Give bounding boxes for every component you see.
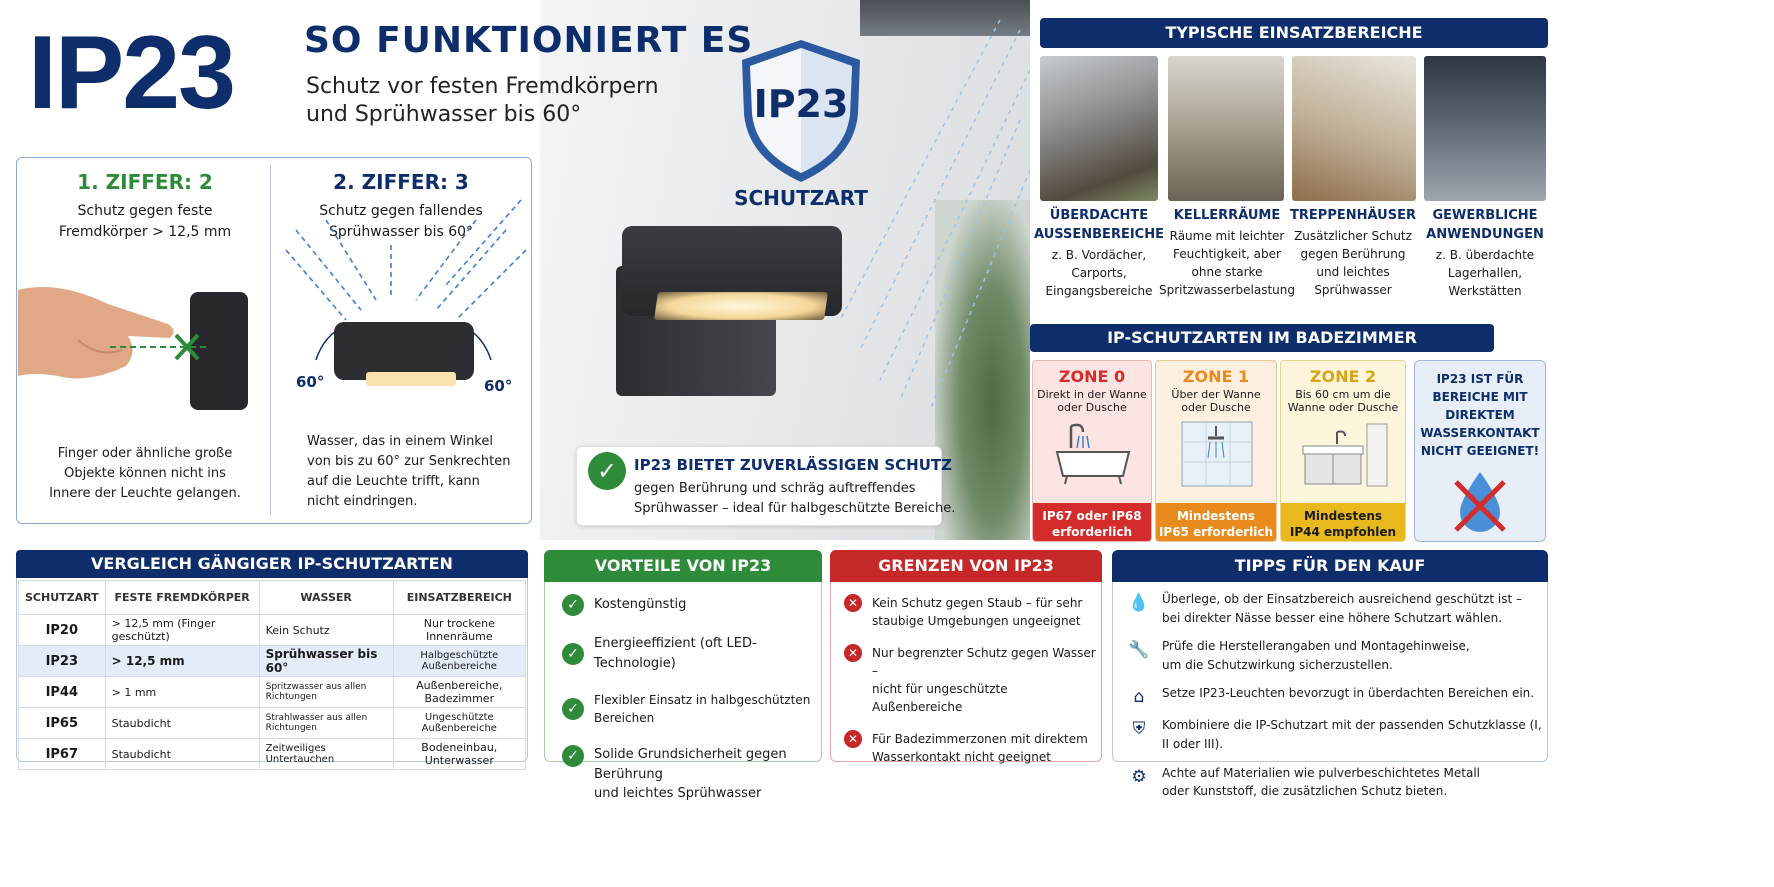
tip-item xyxy=(1128,716,1544,753)
zone1-desc1: Über der Wanne xyxy=(1171,388,1261,401)
digit2-title: 2. ZIFFER: 3 xyxy=(333,170,469,194)
wall-lamp xyxy=(616,226,842,396)
area3-desc2: gegen Berührung xyxy=(1300,247,1406,261)
angle-right-label: 60° xyxy=(484,377,513,395)
con-item xyxy=(844,594,1098,630)
photo-warehouse xyxy=(1424,56,1546,201)
digit2-line1: Schutz gegen fallendes xyxy=(319,203,483,219)
check-icon: ✓ xyxy=(562,643,584,665)
con-text: Kein Schutz gegen Staub – für sehr xyxy=(872,596,1083,610)
check-icon: ✓ xyxy=(588,452,626,490)
cell-rating: IP23 xyxy=(19,646,106,677)
cell-water: Sprühwasser bis 60° xyxy=(259,646,393,677)
area4-title1: GEWERBLICHE xyxy=(1432,208,1538,223)
cell-rating: IP44 xyxy=(19,677,106,708)
pro-item xyxy=(562,634,818,673)
page-title: IP23 xyxy=(28,15,234,131)
tip-text: bei direkter Nässe besser eine höhere Schutzart wählen. xyxy=(1162,610,1503,625)
cons-list xyxy=(844,594,1098,784)
wrench-icon: 🔧 xyxy=(1128,640,1150,661)
areas-heading: TYPISCHE EINSATZBEREICHE xyxy=(1040,18,1548,48)
cons-heading: GRENZEN VON IP23 xyxy=(830,550,1102,582)
compare-heading: VERGLEICH GÄNGIGER IP-SCHUTZARTEN xyxy=(16,550,528,578)
warn-line3: DIREKTEM xyxy=(1445,408,1515,422)
zone1-foot1: Mindestens xyxy=(1176,509,1256,523)
zone0-title: ZONE 0 xyxy=(1058,367,1126,386)
warn-line4: WASSERKONTAKT xyxy=(1420,426,1540,440)
digit1-note-line2: Objekte können nicht ins xyxy=(64,466,226,481)
tip-text: um die Schutzwirkung sicherzustellen. xyxy=(1162,657,1393,672)
zone2-desc2: Wanne oder Dusche xyxy=(1287,401,1399,414)
table-row xyxy=(19,708,526,739)
cell-water: Strahlwasser aus allen Richtungen xyxy=(259,708,393,739)
tips-heading: TIPPS FÜR DEN KAUF xyxy=(1112,550,1548,582)
zone1-foot2: IP65 erforderlich xyxy=(1158,525,1274,539)
callout-line1: gegen Berührung und schräg auftreffendes xyxy=(634,481,916,496)
cell-rating: IP65 xyxy=(19,708,106,739)
cell-usage: Bodeneinbau, Unterwasser xyxy=(393,739,525,770)
area3-desc4: Sprühwasser xyxy=(1314,283,1392,297)
tip-text: oder Kunststoff, die zusätzlichen Schutz bieten. xyxy=(1162,784,1448,799)
area2-title1: KELLERRÄUME xyxy=(1173,208,1281,223)
pro-text: Energieeffizient (oft LED-Technologie) xyxy=(594,636,757,671)
cell-solids: Staubdicht xyxy=(105,739,259,770)
tip-item xyxy=(1128,637,1544,674)
tip-text: Prüfe die Herstellerangaben und Montagehinweise, xyxy=(1162,639,1470,654)
digit2-note-line1: Wasser, das in einem Winkel xyxy=(307,434,493,449)
cell-water: Zeitweiliges Untertauchen xyxy=(259,739,393,770)
digit1-note-line3: Innere der Leuchte gelangen. xyxy=(49,486,241,501)
cell-usage: Außenbereiche, Badezimmer xyxy=(393,677,525,708)
x-icon: ✕ xyxy=(844,730,862,748)
pro-item xyxy=(562,691,818,727)
photo-covered-outdoor xyxy=(1040,56,1158,201)
cell-usage: Ungeschützte Außenbereiche xyxy=(393,708,525,739)
tip-text: Überlege, ob der Einsatzbereich ausreichend geschützt ist – xyxy=(1162,592,1523,606)
zone0-foot2: erforderlich xyxy=(1052,525,1132,539)
cell-usage: Halbgeschützte Außenbereiche xyxy=(393,646,525,677)
area4-title2: ANWENDUNGEN xyxy=(1426,227,1544,242)
header-desc-line1: Schutz vor festen Fremdkörpern xyxy=(306,74,659,99)
no-water-icon xyxy=(1450,468,1510,534)
cell-solids: > 1 mm xyxy=(105,677,259,708)
zone1-card xyxy=(1155,360,1277,542)
table-row-highlighted xyxy=(19,646,526,677)
tip-text: Kombiniere die IP-Schutzart mit der passenden Schutzklasse (I, II oder III). xyxy=(1162,718,1542,751)
callout-title: IP23 BIETET ZUVERLÄSSIGEN SCHUTZ xyxy=(634,456,952,474)
col-water: WASSER xyxy=(259,581,393,615)
check-icon: ✓ xyxy=(562,745,584,767)
zone2-title: ZONE 2 xyxy=(1309,367,1377,386)
area4-desc3: Werkstätten xyxy=(1448,284,1522,298)
zone2-foot1: Mindestens xyxy=(1303,509,1383,523)
area1-desc1: z. B. Vordächer, xyxy=(1051,248,1147,262)
tip-item xyxy=(1128,764,1544,801)
digit2-note-line4: nicht eindringen. xyxy=(307,494,418,509)
area4-desc2: Lagerhallen, xyxy=(1447,266,1523,280)
compare-table xyxy=(18,580,526,770)
pros-heading: VORTEILE VON IP23 xyxy=(544,550,822,582)
photo-staircase xyxy=(1292,56,1416,201)
finger-illustration xyxy=(18,280,258,420)
table-row xyxy=(19,677,526,708)
page-subtitle: SO FUNKTIONIERT ES xyxy=(304,20,754,61)
cell-solids: > 12,5 mm (Finger geschützt) xyxy=(105,615,259,646)
warn-line1: IP23 IST FÜR xyxy=(1436,372,1524,386)
check-icon: ✓ xyxy=(562,698,584,720)
table-row xyxy=(19,739,526,770)
header-desc-line2: und Sprühwasser bis 60° xyxy=(306,102,582,127)
zone1-desc2: oder Dusche xyxy=(1181,401,1251,414)
tip-item xyxy=(1128,590,1544,627)
tips-list xyxy=(1128,590,1544,811)
tip-item xyxy=(1128,684,1544,706)
area1-title2: AUSSENBEREICHE xyxy=(1034,227,1164,242)
digit1-line1: Schutz gegen feste xyxy=(77,203,213,219)
pro-item xyxy=(562,745,818,804)
cell-rating: IP20 xyxy=(19,615,106,646)
area2-desc1: Räume mit leichter xyxy=(1169,229,1285,243)
photo-basement xyxy=(1168,56,1284,201)
area3-title1: TREPPENHÄUSER xyxy=(1290,208,1416,223)
zone0-desc2: oder Dusche xyxy=(1057,401,1127,414)
tip-text: Achte auf Materialien wie pulverbeschichtetes Metall xyxy=(1162,765,1481,780)
angle-left-label: 60° xyxy=(296,373,325,391)
zone0-foot1: IP67 oder IP68 xyxy=(1042,509,1142,523)
cell-usage: Nur trockene Innenräume xyxy=(393,615,525,646)
table-row xyxy=(19,615,526,646)
area3-desc1: Zusätzlicher Schutz xyxy=(1294,229,1412,243)
warn-line2: BEREICHE MIT xyxy=(1432,390,1528,404)
zone2-desc1: Bis 60 cm um die xyxy=(1295,388,1391,401)
col-usage: EINSATZBEREICH xyxy=(393,581,525,615)
con-text: Nur begrenzter Schutz gegen Wasser – xyxy=(872,646,1096,678)
pro-text: und leichtes Sprühwasser xyxy=(594,786,762,801)
area2-desc3: ohne starke xyxy=(1191,265,1263,279)
water-drop-icon: 💧 xyxy=(1128,593,1150,613)
house-icon: ⌂ xyxy=(1133,687,1145,708)
bath-heading: IP-SCHUTZARTEN IM BADEZIMMER xyxy=(1030,324,1494,352)
zone2-card xyxy=(1280,360,1406,542)
pro-item xyxy=(562,594,818,616)
gear-icon: ⚙ xyxy=(1131,766,1147,787)
x-icon: ✕ xyxy=(844,644,862,662)
digit2-note-line2: von bis zu 60° zur Senkrechten xyxy=(307,454,511,469)
digit1-note-line1: Finger oder ähnliche große xyxy=(57,446,233,461)
pro-text: Solide Grundsicherheit gegen Berührung xyxy=(594,747,787,782)
con-item xyxy=(844,644,1098,716)
con-text: Für Badezimmerzonen mit direktem xyxy=(872,732,1088,746)
table-header-row xyxy=(19,581,526,615)
cell-solids: > 12,5 mm xyxy=(105,646,259,677)
bathtub-icon xyxy=(1033,418,1152,488)
area4-desc1: z. B. überdachte xyxy=(1435,248,1535,262)
digit1-title: 1. ZIFFER: 2 xyxy=(77,170,213,194)
digit2-note-line3: auf die Leuchte trifft, kann xyxy=(307,474,480,489)
callout-line2: Sprühwasser – ideal für halbgeschützte Bereiche. xyxy=(634,501,956,516)
con-text: staubige Umgebungen ungeeignet xyxy=(872,614,1081,628)
zone2-foot2: IP44 empfohlen xyxy=(1289,525,1397,539)
cell-rating: IP67 xyxy=(19,739,106,770)
cell-water: Spritzwasser aus allen Richtungen xyxy=(259,677,393,708)
con-text: Wasserkontakt nicht geeignet xyxy=(872,750,1051,764)
shield-bolt-icon: ⛨ xyxy=(1132,719,1146,740)
digit-divider xyxy=(270,165,271,515)
pro-text: Kostengünstig xyxy=(594,597,687,613)
warn-line5: NICHT GEEIGNET! xyxy=(1420,444,1540,458)
area2-desc4: Spritzwasserbelastung xyxy=(1159,283,1295,297)
cell-solids: Staubdicht xyxy=(105,708,259,739)
col-solids: FESTE FREMDKÖRPER xyxy=(105,581,259,615)
digit2-line2: Sprühwasser bis 60° xyxy=(328,224,474,240)
area3-desc3: und leichtes xyxy=(1316,265,1390,279)
zone1-title: ZONE 1 xyxy=(1182,367,1250,386)
con-item xyxy=(844,730,1098,766)
pros-list xyxy=(562,594,818,822)
area1-desc3: Eingangsbereiche xyxy=(1045,284,1153,298)
zone0-desc1: Direkt in der Wanne xyxy=(1037,388,1147,401)
zone0-card xyxy=(1032,360,1152,542)
cell-water: Kein Schutz xyxy=(259,615,393,646)
area1-title1: ÜBERDACHTE xyxy=(1049,208,1149,223)
check-icon: ✓ xyxy=(562,594,584,616)
shield-caption: SCHUTZART xyxy=(734,186,868,210)
area2-desc2: Feuchtigkeit, aber xyxy=(1173,247,1281,261)
digit1-line2: Fremdkörper > 12,5 mm xyxy=(58,224,232,240)
pro-text: Flexibler Einsatz in halbgeschützten Bereichen xyxy=(594,693,811,725)
x-icon: ✕ xyxy=(844,594,862,612)
col-protection: SCHUTZART xyxy=(19,581,106,615)
tip-text: Setze IP23-Leuchten bevorzugt in überdachten Bereichen ein. xyxy=(1162,686,1535,701)
con-text: nicht für ungeschützte Außenbereiche xyxy=(872,682,1008,714)
sink-cabinet-icon xyxy=(1281,418,1406,490)
shower-icon xyxy=(1156,418,1277,490)
shield-label: IP23 xyxy=(753,82,849,126)
area1-desc2: Carports, xyxy=(1071,266,1127,280)
